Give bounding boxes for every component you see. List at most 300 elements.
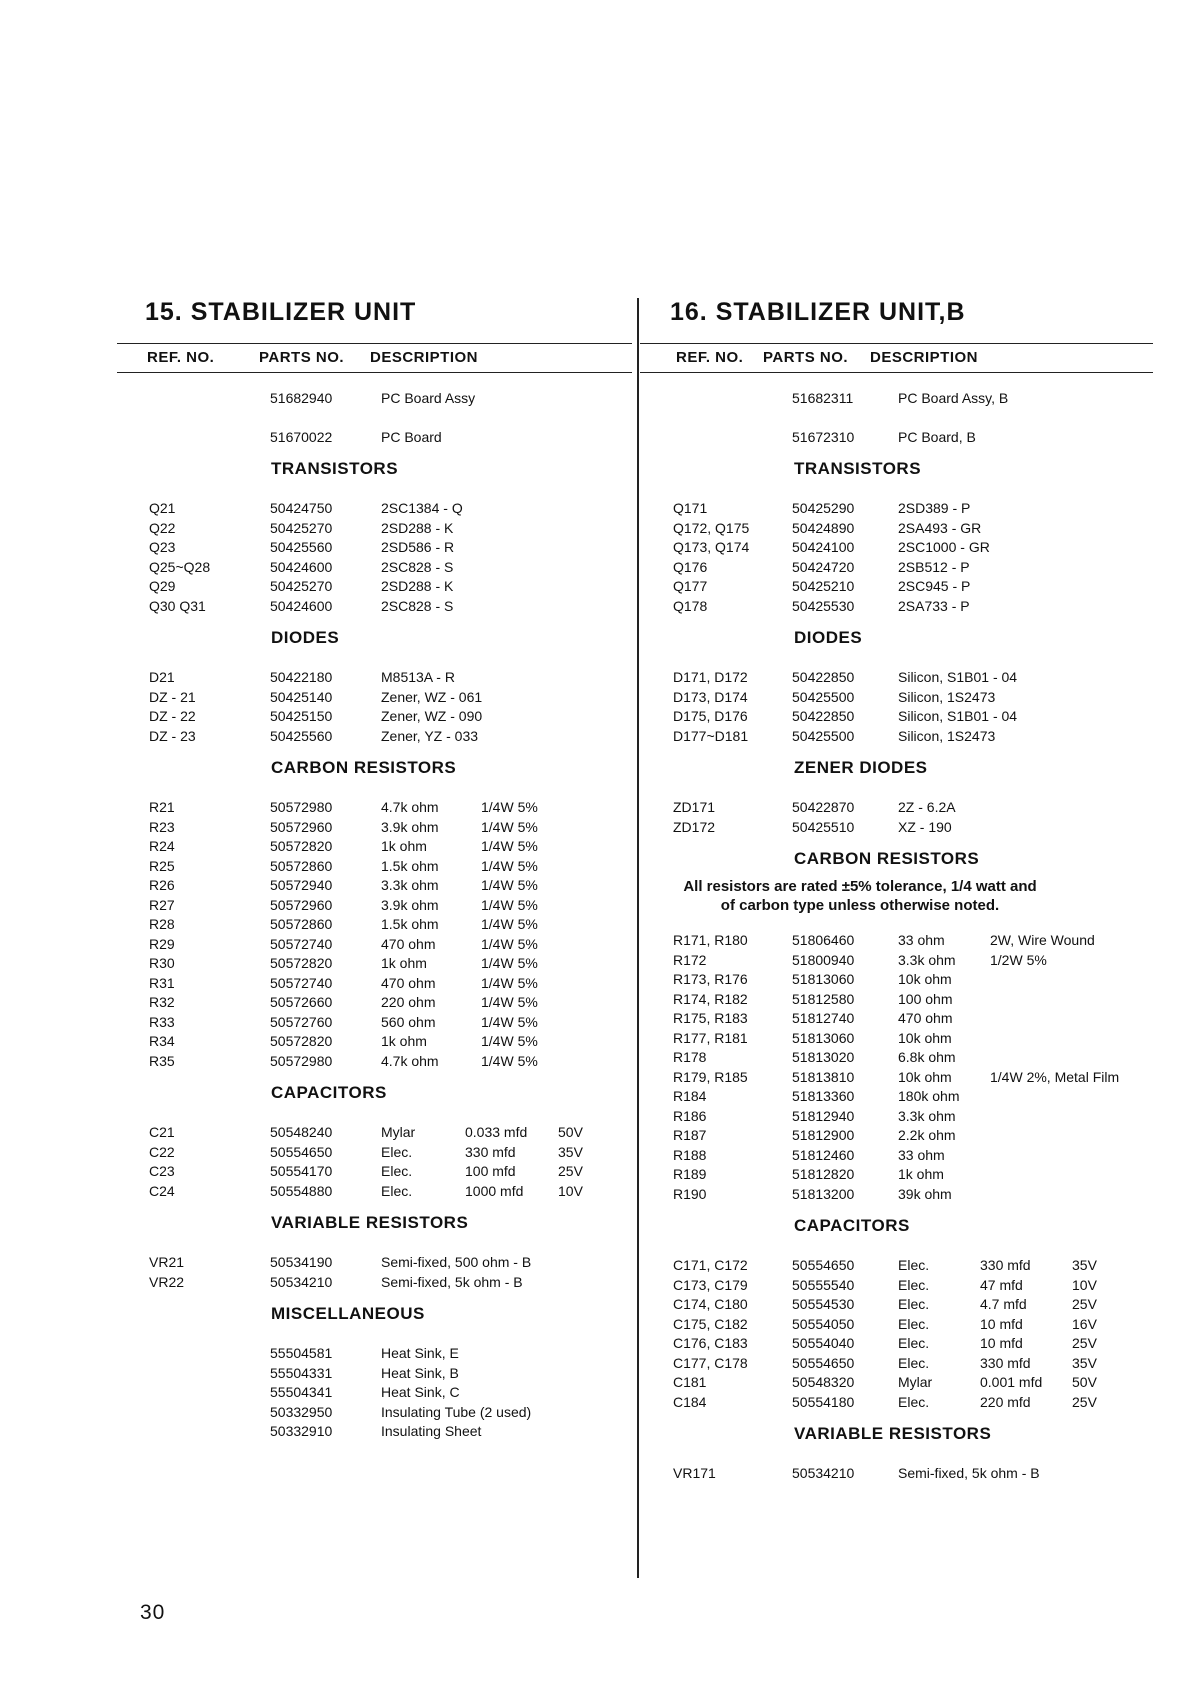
ref-no: VR171 — [673, 1465, 716, 1481]
parts-row — [145, 954, 630, 974]
ref-no: R186 — [673, 1107, 707, 1124]
description: 2SD288 - K — [381, 519, 454, 536]
description: Silicon, 1S2473 — [898, 727, 996, 744]
ref-no: R177, R181 — [673, 1029, 748, 1046]
value: 0.001 mfd — [980, 1374, 1043, 1390]
part-no: 51682940 — [270, 390, 333, 406]
description: Semi-fixed, 5k ohm - B — [898, 1465, 1040, 1481]
parts-row — [145, 837, 630, 857]
description: 3.3k ohm — [898, 1107, 956, 1124]
value: 10 mfd — [980, 1335, 1023, 1351]
ref-no: DZ - 23 — [149, 727, 196, 744]
category-title: TRANSISTORS — [271, 459, 399, 478]
header-part: PARTS NO. — [259, 349, 345, 366]
category-title: DIODES — [794, 628, 863, 647]
parts-row — [145, 1123, 630, 1143]
rating: 1/4W 5% — [481, 799, 538, 815]
description: 1.5k ohm — [381, 916, 439, 932]
parts-row — [670, 951, 1150, 971]
voltage: 10V — [558, 1182, 583, 1199]
parts-row — [145, 519, 630, 539]
parts-row — [670, 558, 1150, 578]
ref-no: D173, D174 — [673, 688, 748, 705]
rating: 1/4W 5% — [481, 974, 538, 991]
parts-row — [670, 798, 1150, 818]
description: Elec. — [898, 1335, 930, 1351]
category-title: MISCELLANEOUS — [271, 1304, 425, 1323]
ref-no: R35 — [149, 1052, 175, 1069]
part-no: 51813810 — [792, 1068, 855, 1085]
ref-no: R29 — [149, 935, 175, 952]
value: 1000 mfd — [465, 1182, 524, 1199]
ref-no: ZD171 — [673, 799, 716, 815]
part-no: 50554650 — [792, 1257, 855, 1273]
ref-no: R172 — [673, 951, 707, 968]
ref-no: R23 — [149, 818, 175, 835]
part-no: 50554530 — [792, 1296, 855, 1312]
category-title: CAPACITORS — [271, 1083, 387, 1102]
value: 47 mfd — [980, 1276, 1023, 1293]
part-no: 50554050 — [792, 1315, 855, 1332]
page-number: 30 — [140, 1601, 166, 1624]
part-no: 50572980 — [270, 1052, 333, 1069]
description: Elec. — [898, 1296, 930, 1312]
description: Elec. — [381, 1182, 413, 1199]
ref-no: D21 — [149, 669, 175, 685]
description: Elec. — [898, 1393, 930, 1410]
description: 470 ohm — [381, 935, 436, 952]
category-title: VARIABLE RESISTORS — [794, 1424, 992, 1443]
part-no: 50422850 — [792, 669, 855, 685]
parts-row — [670, 1393, 1150, 1413]
ref-no: R31 — [149, 974, 175, 991]
ref-no: C171, C172 — [673, 1257, 748, 1273]
parts-row — [145, 798, 630, 818]
part-no: 55504581 — [270, 1345, 333, 1361]
ref-no: VR21 — [149, 1254, 185, 1270]
description: 3.9k ohm — [381, 818, 439, 835]
parts-row — [145, 558, 630, 578]
parts-row — [670, 1029, 1150, 1049]
voltage: 16V — [1072, 1315, 1097, 1332]
description: Insulating Tube (2 used) — [381, 1403, 532, 1420]
description: 33 ohm — [898, 932, 945, 948]
parts-row — [145, 876, 630, 896]
description: 2.2k ohm — [898, 1127, 956, 1143]
description: Heat Sink, B — [381, 1364, 459, 1381]
parts-row — [670, 1165, 1150, 1185]
ref-no: D175, D176 — [673, 708, 748, 724]
ref-no: R32 — [149, 994, 175, 1010]
description: 1k ohm — [381, 1033, 427, 1049]
part-no: 51812900 — [792, 1127, 855, 1143]
ref-no: R171, R180 — [673, 932, 748, 948]
rating: 1/4W 5% — [481, 994, 538, 1010]
parts-row — [670, 1354, 1150, 1374]
part-no: 50425270 — [270, 519, 333, 536]
part-no: 50534190 — [270, 1254, 333, 1270]
description: 2SA493 - GR — [898, 519, 982, 536]
parts-row — [145, 668, 630, 688]
section-title: 15. STABILIZER UNIT — [145, 298, 417, 326]
part-no: 50424890 — [792, 519, 855, 536]
rating: 1/4W 5% — [481, 935, 538, 952]
ref-no: C184 — [673, 1393, 707, 1410]
part-no: 50572660 — [270, 994, 333, 1010]
ref-no: VR22 — [149, 1273, 185, 1290]
ref-no: R187 — [673, 1127, 707, 1143]
voltage: 25V — [1072, 1335, 1097, 1351]
value: 4.7 mfd — [980, 1296, 1027, 1312]
rating: 1/4W 5% — [481, 916, 538, 932]
voltage: 35V — [1072, 1354, 1097, 1371]
parts-row — [145, 1032, 630, 1052]
part-no: 55504331 — [270, 1364, 333, 1381]
parts-row — [670, 577, 1150, 597]
value: 0.033 mfd — [465, 1124, 528, 1140]
parts-row — [145, 857, 630, 877]
ref-no: D177~D181 — [673, 727, 749, 744]
rating: 1/4W 5% — [481, 1013, 538, 1030]
part-no: 50572940 — [270, 877, 333, 893]
rating: 1/4W 5% — [481, 877, 538, 893]
column-divider — [637, 298, 639, 1578]
parts-row — [670, 597, 1150, 617]
part-no: 50425140 — [270, 688, 333, 705]
parts-row — [670, 668, 1150, 688]
rating: 1/4W 2%, Metal Film — [990, 1068, 1120, 1085]
description: 3.3k ohm — [381, 877, 439, 893]
description: XZ - 190 — [898, 818, 952, 835]
parts-row — [670, 707, 1150, 727]
ref-no: R33 — [149, 1013, 175, 1030]
ref-no: R28 — [149, 916, 175, 932]
part-no: 50425290 — [792, 500, 855, 516]
parts-row — [145, 1182, 630, 1202]
description: Heat Sink, E — [381, 1345, 459, 1361]
description: Zener, WZ - 090 — [381, 708, 483, 724]
parts-row — [670, 1315, 1150, 1335]
ref-no: C177, C178 — [673, 1354, 748, 1371]
description: Mylar — [381, 1124, 416, 1140]
parts-row — [670, 1048, 1150, 1068]
description: Insulating Sheet — [381, 1423, 482, 1439]
ref-no: C23 — [149, 1163, 175, 1179]
parts-row — [145, 1162, 630, 1182]
rating: 1/4W 5% — [481, 955, 538, 971]
category-title: CARBON RESISTORS — [271, 758, 457, 777]
ref-no: Q178 — [673, 597, 708, 614]
part-no: 51812460 — [792, 1146, 855, 1163]
ref-no: R174, R182 — [673, 990, 748, 1007]
parts-row — [145, 688, 630, 708]
part-no: 50422180 — [270, 669, 333, 685]
resistor-note-line-1: All resistors are rated ±5% tolerance, 1/4 watt and — [683, 878, 1037, 895]
ref-no: DZ - 21 — [149, 688, 196, 705]
part-no: 50554650 — [270, 1143, 333, 1160]
part-no: 50572820 — [270, 838, 333, 854]
resistor-note — [650, 877, 1070, 915]
ref-no: Q25~Q28 — [149, 558, 211, 575]
parts-row — [145, 974, 630, 994]
parts-row — [670, 1009, 1150, 1029]
part-no: 51806460 — [792, 932, 855, 948]
resistor-note-line-2: of carbon type unless otherwise noted. — [720, 897, 1000, 914]
parts-row — [145, 707, 630, 727]
parts-row — [670, 499, 1150, 519]
ref-no: R26 — [149, 877, 175, 893]
description: 560 ohm — [381, 1013, 436, 1030]
ref-no: Q173, Q174 — [673, 539, 750, 555]
parts-row — [670, 1087, 1150, 1107]
description: 2SC1384 - Q — [381, 500, 463, 516]
parts-row — [145, 993, 630, 1013]
part-no: 50425560 — [270, 727, 333, 744]
description: Heat Sink, C — [381, 1384, 460, 1400]
part-no: 50572760 — [270, 1013, 333, 1030]
header-desc: DESCRIPTION — [370, 349, 479, 366]
part-no: 55504341 — [270, 1384, 333, 1400]
value: 330 mfd — [980, 1354, 1031, 1371]
description: PC Board, B — [898, 428, 976, 445]
ref-no: R34 — [149, 1033, 175, 1049]
ref-no: Q29 — [149, 578, 176, 594]
ref-no: C175, C182 — [673, 1315, 748, 1332]
category-title: VARIABLE RESISTORS — [271, 1213, 469, 1232]
part-no: 51812580 — [792, 990, 855, 1007]
description: 470 ohm — [898, 1010, 953, 1026]
ref-no: Q21 — [149, 500, 176, 516]
parts-row — [145, 597, 630, 617]
header-desc: DESCRIPTION — [870, 349, 979, 366]
description: Elec. — [898, 1315, 930, 1332]
ref-no: R189 — [673, 1166, 707, 1182]
section-15 — [145, 298, 630, 1442]
category-title: CAPACITORS — [794, 1216, 910, 1235]
description: 1k ohm — [381, 838, 427, 854]
parts-row — [670, 727, 1150, 747]
description: Elec. — [898, 1257, 930, 1273]
description: 10k ohm — [898, 971, 952, 987]
description: Zener, WZ - 061 — [381, 688, 483, 705]
description: Silicon, 1S2473 — [898, 688, 996, 705]
part-no: 51800940 — [792, 951, 855, 968]
parts-row — [145, 1052, 630, 1072]
section-title: 16. STABILIZER UNIT,B — [670, 298, 966, 326]
part-no: 50422850 — [792, 708, 855, 724]
ref-no: R173, R176 — [673, 971, 748, 987]
ref-no: R25 — [149, 857, 175, 874]
description: 3.3k ohm — [898, 951, 956, 968]
part-no: 50572740 — [270, 974, 333, 991]
parts-row — [670, 1185, 1150, 1205]
description: 470 ohm — [381, 974, 436, 991]
ref-no: R188 — [673, 1146, 707, 1163]
part-no: 51672310 — [792, 428, 855, 445]
ref-no: R21 — [149, 799, 175, 815]
rating: 1/4W 5% — [481, 838, 538, 854]
description: 39k ohm — [898, 1185, 952, 1202]
ref-no: R27 — [149, 896, 175, 913]
description: 2SB512 - P — [898, 558, 970, 575]
description: 2Z - 6.2A — [898, 799, 956, 815]
section-16 — [670, 298, 1150, 1484]
description: 2SD389 - P — [898, 500, 971, 516]
category-title: CARBON RESISTORS — [794, 849, 980, 868]
ref-no: C22 — [149, 1143, 175, 1160]
parts-row — [145, 915, 630, 935]
part-no: 50554180 — [792, 1393, 855, 1410]
rating: 1/2W 5% — [990, 951, 1047, 968]
part-no: 51813200 — [792, 1185, 855, 1202]
voltage: 50V — [1072, 1374, 1097, 1390]
ref-no: Q171 — [673, 500, 708, 516]
parts-row — [145, 1143, 630, 1163]
part-no: 50424600 — [270, 597, 333, 614]
part-no: 51813020 — [792, 1049, 855, 1065]
parts-row — [670, 1373, 1150, 1393]
description: Mylar — [898, 1374, 933, 1390]
table-header — [640, 343, 1153, 373]
category-title: ZENER DIODES — [794, 758, 928, 777]
value: 10 mfd — [980, 1315, 1023, 1332]
description: 2SD288 - K — [381, 578, 454, 594]
parts-row — [670, 428, 1150, 448]
description: Elec. — [381, 1143, 413, 1160]
ref-no: C176, C183 — [673, 1335, 748, 1351]
parts-row — [145, 1403, 630, 1423]
parts-row — [670, 1107, 1150, 1127]
part-no: 50572820 — [270, 1033, 333, 1049]
description: Semi-fixed, 5k ohm - B — [381, 1273, 523, 1290]
description: 33 ohm — [898, 1146, 945, 1163]
ref-no: Q22 — [149, 519, 176, 536]
category-title: DIODES — [271, 628, 340, 647]
parts-row — [670, 519, 1150, 539]
parts-row — [670, 990, 1150, 1010]
description: Silicon, S1B01 - 04 — [898, 708, 1018, 724]
parts-row — [670, 818, 1150, 838]
rating: 1/4W 5% — [481, 896, 538, 913]
ref-no: Q23 — [149, 539, 176, 555]
table-header — [117, 343, 632, 373]
parts-row — [145, 1383, 630, 1403]
value: 330 mfd — [980, 1257, 1031, 1273]
description: PC Board — [381, 428, 442, 445]
part-no: 51682311 — [792, 390, 854, 406]
ref-no: Q172, Q175 — [673, 519, 750, 536]
ref-no: R178 — [673, 1049, 707, 1065]
part-no: 50424100 — [792, 539, 855, 555]
description: Semi-fixed, 500 ohm - B — [381, 1254, 532, 1270]
part-no: 50572980 — [270, 799, 333, 815]
ref-no: C21 — [149, 1124, 175, 1140]
ref-no: Q177 — [673, 578, 708, 594]
part-no: 50554040 — [792, 1335, 855, 1351]
part-no: 50425500 — [792, 688, 855, 705]
part-no: 50572860 — [270, 916, 333, 932]
voltage: 35V — [558, 1143, 583, 1160]
parts-row — [670, 1464, 1150, 1484]
ref-no: C174, C180 — [673, 1296, 748, 1312]
parts-row — [145, 428, 630, 448]
part-no: 51813060 — [792, 971, 855, 987]
parts-row — [145, 727, 630, 747]
description: Elec. — [381, 1163, 413, 1179]
parts-row — [145, 1422, 630, 1442]
part-no: 50572740 — [270, 935, 333, 952]
description: PC Board Assy, B — [898, 390, 1009, 406]
part-no: 50548320 — [792, 1374, 855, 1390]
parts-row — [145, 499, 630, 519]
description: 220 ohm — [381, 994, 436, 1010]
description: 1k ohm — [898, 1166, 944, 1182]
parts-row — [670, 688, 1150, 708]
parts-row — [145, 577, 630, 597]
part-no: 51812940 — [792, 1107, 855, 1124]
parts-row — [670, 1126, 1150, 1146]
part-no: 50425530 — [792, 597, 855, 614]
ref-no: Q30 Q31 — [149, 597, 206, 614]
parts-row — [670, 1276, 1150, 1296]
description: M8513A - R — [381, 669, 455, 685]
part-no: 50332950 — [270, 1403, 333, 1420]
part-no: 50548240 — [270, 1124, 333, 1140]
ref-no: R175, R183 — [673, 1010, 748, 1026]
part-no: 50425560 — [270, 539, 333, 555]
description: 100 ohm — [898, 990, 953, 1007]
voltage: 25V — [1072, 1393, 1097, 1410]
description: Silicon, S1B01 - 04 — [898, 669, 1018, 685]
description: 1k ohm — [381, 955, 427, 971]
rating: 1/4W 5% — [481, 857, 538, 874]
parts-row — [145, 1273, 630, 1293]
ref-no: C24 — [149, 1182, 175, 1199]
parts-row — [145, 896, 630, 916]
voltage: 35V — [1072, 1257, 1097, 1273]
parts-row — [670, 1146, 1150, 1166]
description: Elec. — [898, 1276, 930, 1293]
description: 2SC828 - S — [381, 558, 454, 575]
description: 3.9k ohm — [381, 896, 439, 913]
ref-no: R179, R185 — [673, 1068, 748, 1085]
description: 2SC945 - P — [898, 578, 971, 594]
parts-row — [670, 970, 1150, 990]
part-no: 50332910 — [270, 1423, 333, 1439]
part-no: 50424750 — [270, 500, 333, 516]
part-no: 50554880 — [270, 1182, 333, 1199]
part-no: 51812740 — [792, 1010, 855, 1026]
header-ref: REF. NO. — [676, 349, 744, 366]
part-no: 50572860 — [270, 857, 333, 874]
value: 220 mfd — [980, 1393, 1031, 1410]
parts-row — [670, 538, 1150, 558]
part-no: 50425270 — [270, 578, 333, 594]
parts-row — [145, 1253, 630, 1273]
ref-no: R184 — [673, 1088, 707, 1104]
description: 10k ohm — [898, 1029, 952, 1046]
part-no: 50572820 — [270, 955, 333, 971]
parts-row — [145, 935, 630, 955]
category-title: TRANSISTORS — [794, 459, 922, 478]
rating: 1/4W 5% — [481, 1033, 538, 1049]
description: PC Board Assy — [381, 390, 476, 406]
part-no: 50534210 — [792, 1465, 855, 1481]
ref-no: R30 — [149, 955, 175, 971]
part-no: 50422870 — [792, 799, 855, 815]
part-no: 50572960 — [270, 818, 333, 835]
description: 4.7k ohm — [381, 799, 439, 815]
